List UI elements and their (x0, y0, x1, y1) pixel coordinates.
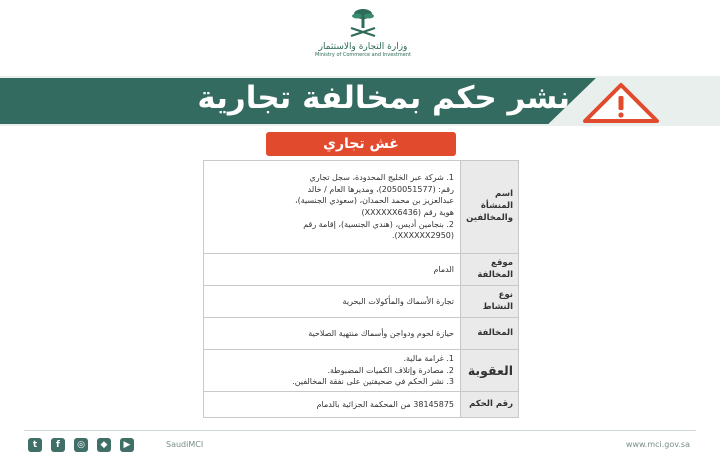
footer-divider (24, 430, 696, 431)
value-line: 1. غرامة مالية. (403, 354, 454, 364)
facebook-icon[interactable]: f (51, 438, 65, 452)
table-row-penalty (204, 349, 518, 391)
social-handle: SaudiMCI (166, 440, 204, 449)
table-row-establishment (204, 161, 518, 253)
twitter-icon[interactable]: t (28, 438, 42, 452)
ministry-name-en: Ministry of Commerce and Investment (315, 52, 411, 58)
value-line: عبدالعزيز بن محمد الحمدان، (سعودي الجنسية)، (294, 196, 454, 206)
violation-category-badge: غش تجاري (266, 132, 456, 156)
value-line: الدمام (433, 264, 454, 274)
snapchat-icon[interactable]: ◆ (97, 438, 111, 452)
row-value (204, 392, 460, 417)
ministry-logo (308, 6, 418, 64)
ministry-name-ar: وزارة التجارة والاستثمار (318, 42, 408, 52)
table-row-activity (204, 285, 518, 317)
warning-triangle-icon (579, 82, 663, 124)
row-label: نوع النشاط (460, 286, 518, 317)
violation-details-table (203, 160, 519, 418)
social-icons (28, 438, 134, 452)
row-value (204, 254, 460, 285)
value-line: تجارة الأسماك والمأكولات البحرية (342, 296, 454, 306)
row-label: اسم المنشأة والمخالفين (460, 161, 518, 253)
row-value (204, 350, 460, 391)
row-label: موقع المخالفة (460, 254, 518, 285)
value-line: 2. مصادرة وإتلاف الكميات المضبوطة. (327, 365, 454, 375)
value-line: حيازة لحوم ودواجن وأسماك منتهية الصلاحية (308, 328, 454, 338)
row-value (204, 318, 460, 349)
table-row-location (204, 253, 518, 285)
table-row-verdict-number (204, 391, 518, 417)
value-line: رقم: (2050051577)، ومديرها العام / خالد (307, 184, 454, 194)
value-line: 38145875 من المحكمة الجزائية بالدمام (316, 399, 454, 409)
row-label: العقوبة (460, 350, 518, 391)
value-line: هوية رقم (XXXXXX6436) (361, 208, 454, 217)
value-line: (XXXXXX2950). (391, 231, 454, 241)
row-label: المخالفة (460, 318, 518, 349)
banner-title: نشر حكم بمخالفة تجارية (197, 80, 570, 116)
value-line: 2. بنجامين أديس، (هندي الجنسية)، إقامة رقم (303, 219, 454, 229)
value-line: 3. نشر الحكم في صحيفتين على نفقة المخالفين. (292, 377, 454, 387)
table-row-violation (204, 317, 518, 349)
youtube-icon[interactable]: ▶ (120, 438, 134, 452)
row-label: رقم الحكم (460, 392, 518, 417)
website-url[interactable]: www.mci.gov.sa (625, 440, 690, 449)
row-value (204, 286, 460, 317)
value-line: 1. شركة عبر الخليج المحدودة، سجل تجاري (309, 173, 454, 183)
row-value (204, 161, 460, 253)
palm-swords-emblem-icon (346, 6, 380, 40)
instagram-icon[interactable]: ◎ (74, 438, 88, 452)
